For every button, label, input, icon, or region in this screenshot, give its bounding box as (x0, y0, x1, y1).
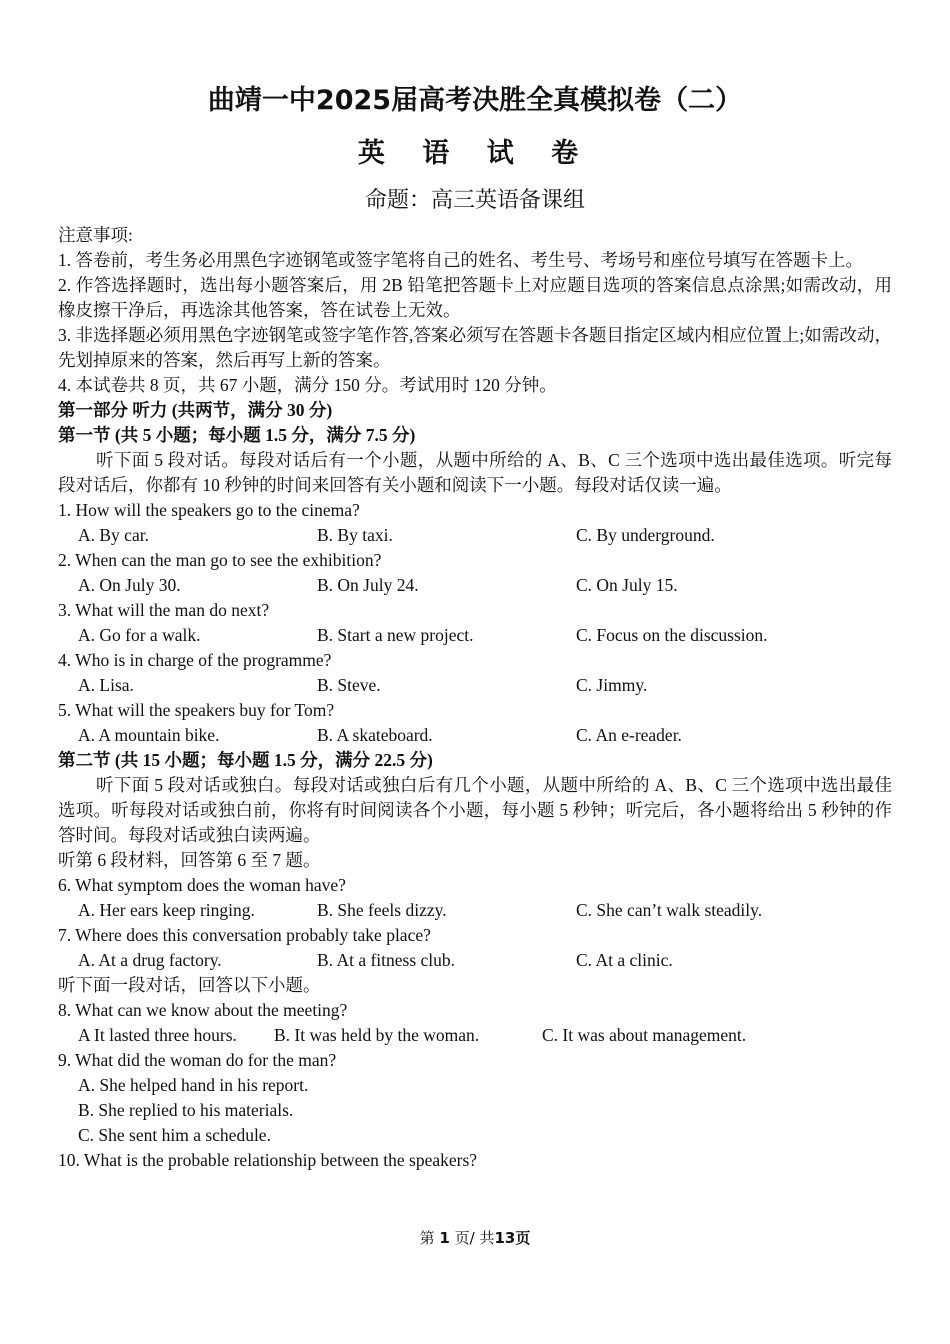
section2-instructions: 听下面 5 段对话或独白。每段对话或独白后有几个小题，从题中所给的 A、B、C 三个选项中选出最佳选项。听每段对话或独白前，你将有时间阅读各个小题，每小题 5 秒钟；听完后，各小题将给出 5 秒钟的作答时间。每段对话或独白读两遍。 (58, 775, 892, 845)
question-stem: 2. When can the man go to see the exhibition? (58, 550, 382, 570)
question-3 (58, 598, 892, 648)
option-row (58, 523, 892, 548)
option-a: A. By car. (78, 525, 149, 545)
setter-line: 命题：高三英语备课组 (364, 188, 585, 213)
footer-page-number: 1 (439, 1229, 450, 1247)
section2-heading: 第二节 (共 15 小题；每小题 1.5 分，满分 22.5 分) (58, 750, 433, 770)
footer-total-pages: 13 (494, 1229, 516, 1247)
question-stem: 6. What symptom does the woman have? (58, 875, 346, 895)
footer-prefix: 第 (419, 1229, 435, 1247)
question-stem: 7. Where does this conversation probably take place? (58, 925, 431, 945)
footer-middle: 页/ 共 (454, 1229, 495, 1247)
option-b: B. By taxi. (317, 525, 393, 545)
option-b: B. Start a new project. (317, 625, 474, 645)
notice-heading: 注意事项: (58, 225, 133, 245)
question-5 (58, 698, 892, 748)
question-stem: 5. What will the speakers buy for Tom? (58, 700, 335, 720)
notice-item-2: 2. 作答选择题时，选出每小题答案后，用 2B 铅笔把答题卡上对应题目选项的答案信息点涂黑;如需改动，用橡皮擦干净后，再选涂其他答案，答在试卷上无效。 (58, 275, 892, 320)
section1-instructions: 听下面 5 段对话。每段对话后有一个小题，从题中所给的 A、B、C 三个选项中选出最佳选项。听完每段对话后，你都有 10 秒钟的时间来回答有关小题和阅读下一小题。每段对话仅读一遍。 (58, 450, 892, 495)
option-a: A. She helped hand in his report. (78, 1075, 309, 1095)
option-b: B. Steve. (317, 675, 381, 695)
option-a: A. Go for a walk. (78, 625, 201, 645)
exam-body (58, 223, 892, 1173)
option-c: C. She sent him a schedule. (78, 1125, 271, 1145)
notice-item-4: 4. 本试卷共 8 页，共 67 小题，满分 150 分。考试用时 120 分钟。 (58, 375, 557, 395)
page-footer (0, 1227, 950, 1248)
option-a: A. Lisa. (78, 675, 134, 695)
section1-heading: 第一节 (共 5 小题；每小题 1.5 分，满分 7.5 分) (58, 425, 416, 445)
question-stem: 3. What will the man do next? (58, 600, 270, 620)
option-a: A. On July 30. (78, 575, 181, 595)
option-c: C. At a clinic. (576, 950, 673, 970)
option-b: B. It was held by the woman. (274, 1025, 480, 1045)
option-b: B. She feels dizzy. (317, 900, 447, 920)
material-next-note: 听下面一段对话，回答以下小题。 (58, 975, 321, 995)
question-2 (58, 548, 892, 598)
part1-heading: 第一部分 听力 (共两节，满分 30 分) (58, 400, 333, 420)
option-b: B. At a fitness club. (317, 950, 456, 970)
material-6-note: 听第 6 段材料，回答第 6 至 7 题。 (58, 850, 321, 870)
option-row (58, 1023, 892, 1048)
notice-item-1: 1. 答卷前，考生务必用黑色字迹钢笔或签字笔将自己的姓名、考生号、考场号和座位号填写在答题卡上。 (58, 250, 863, 270)
option-c: C. An e-reader. (576, 725, 682, 745)
question-stem: 8. What can we know about the meeting? (58, 1000, 348, 1020)
question-1 (58, 498, 892, 548)
footer-suffix: 页 (515, 1229, 531, 1247)
option-row (58, 623, 892, 648)
question-4 (58, 648, 892, 698)
question-10 (58, 1148, 892, 1173)
option-a: A It lasted three hours. (78, 1025, 237, 1045)
option-c: C. By underground. (576, 525, 715, 545)
option-row (58, 673, 892, 698)
question-7 (58, 923, 892, 973)
question-6 (58, 873, 892, 923)
option-a: A. A mountain bike. (78, 725, 220, 745)
option-c: C. It was about management. (542, 1025, 747, 1045)
option-c: C. Focus on the discussion. (576, 625, 768, 645)
option-row (58, 573, 892, 598)
option-b: B. On July 24. (317, 575, 419, 595)
option-row (58, 723, 892, 748)
question-stem: 4. Who is in charge of the programme? (58, 650, 332, 670)
question-stem: 10. What is the probable relationship between the speakers? (58, 1150, 478, 1170)
option-c: C. On July 15. (576, 575, 678, 595)
exam-title: 曲靖一中2025届高考决胜全真模拟卷（二） (207, 85, 743, 116)
question-9 (58, 1048, 892, 1148)
option-b: B. A skateboard. (317, 725, 433, 745)
option-c: C. She can’t walk steadily. (576, 900, 763, 920)
option-a: A. Her ears keep ringing. (78, 900, 255, 920)
notice-item-3: 3. 非选择题必须用黑色字迹钢笔或签字笔作答,答案必须写在答题卡各题目指定区域内相应位置上;如需改动，先划掉原来的答案，然后再写上新的答案。 (58, 325, 892, 370)
option-row (58, 898, 892, 923)
option-b: B. She replied to his materials. (78, 1100, 294, 1120)
question-stem: 1. How will the speakers go to the cinema? (58, 500, 360, 520)
option-a: A. At a drug factory. (78, 950, 222, 970)
option-c: C. Jimmy. (576, 675, 648, 695)
question-stem: 9. What did the woman do for the man? (58, 1050, 337, 1070)
subject-title: 英 语 试 卷 (357, 138, 593, 169)
option-row (58, 948, 892, 973)
question-8 (58, 998, 892, 1048)
